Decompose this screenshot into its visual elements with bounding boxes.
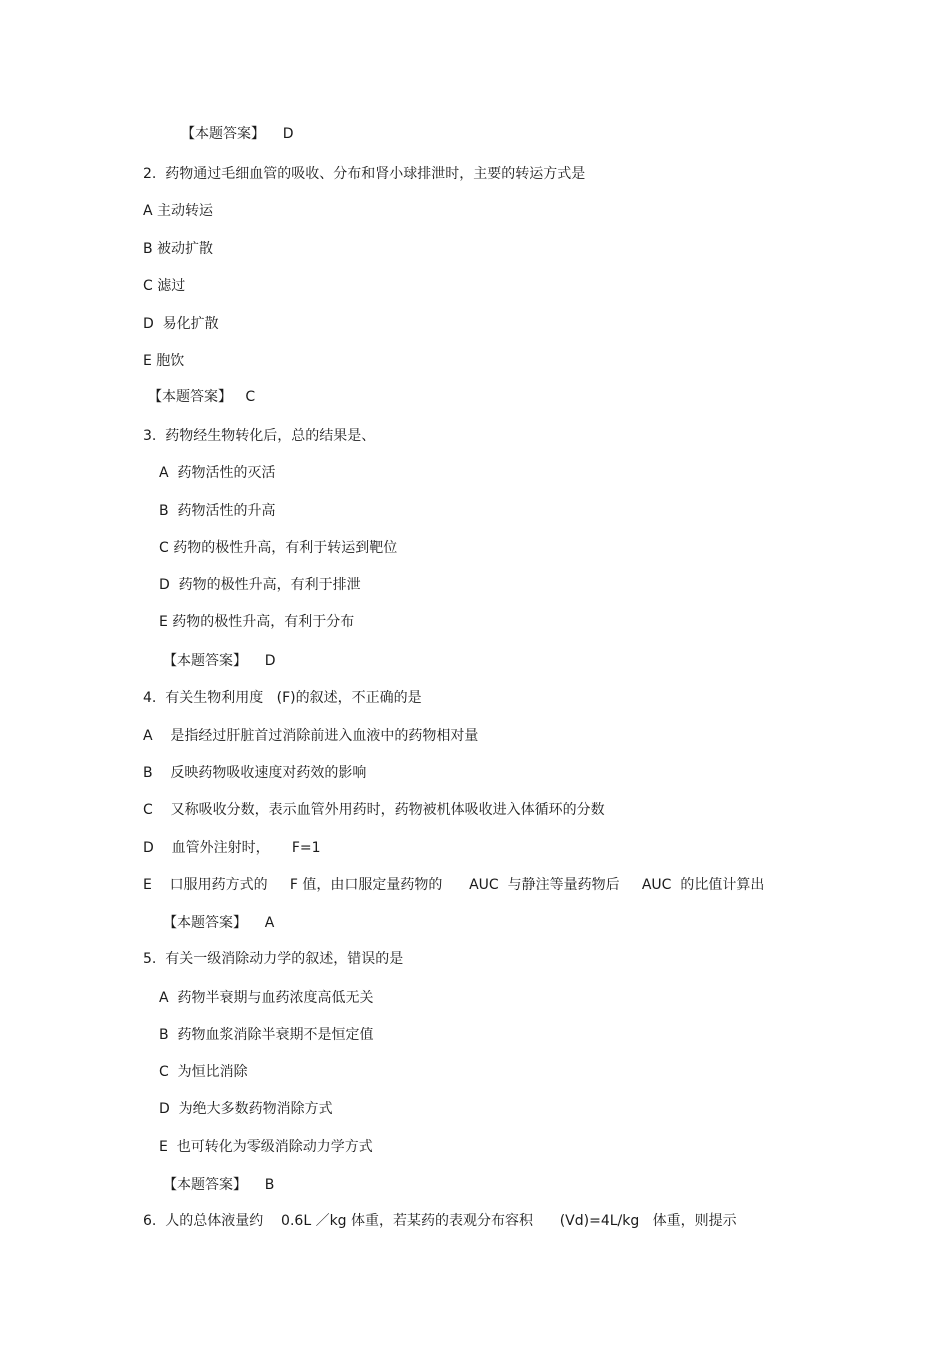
question-5: 5. 有关一级消除动力学的叙述，错误的是	[143, 951, 404, 967]
option-3d: D 药物的极性升高，有利于排泄	[159, 577, 361, 593]
question-4: 4. 有关生物利用度 (F)的叙述，不正确的是	[143, 690, 422, 706]
option-3a: A 药物活性的灭活	[159, 465, 276, 481]
answer-line-q5: 【本题答案】 B	[163, 1177, 275, 1193]
answer-line-q4: 【本题答案】 A	[163, 915, 275, 931]
option-4c: C 又称吸收分数，表示血管外用药时，药物被机体吸收进入体循环的分数	[143, 802, 605, 818]
option-5a: A 药物半衰期与血药浓度高低无关	[159, 990, 374, 1006]
question-2: 2. 药物通过毛细血管的吸收、分布和肾小球排泄时，主要的转运方式是	[143, 166, 586, 182]
option-2c: C 滤过	[143, 278, 186, 294]
option-2e: E 胞饮	[143, 353, 185, 369]
option-2a: A 主动转运	[143, 203, 214, 219]
option-5d: D 为绝大多数药物消除方式	[159, 1101, 333, 1117]
option-3e: E 药物的极性升高，有利于分布	[159, 614, 355, 630]
option-5b: B 药物血浆消除半衰期不是恒定值	[159, 1027, 374, 1043]
option-3c: C 药物的极性升高，有利于转运到靶位	[159, 540, 398, 556]
option-4e: E 口服用药方式的 F 值，由口服定量药物的 AUC 与静注等量药物后 AUC 的比值计算出	[143, 877, 765, 893]
option-3b: B 药物活性的升高	[159, 503, 276, 519]
option-4b: B 反映药物吸收速度对药效的影响	[143, 765, 367, 781]
answer-line-q2: 【本题答案】 C	[148, 389, 256, 405]
option-4d: D 血管外注射时， F=1	[143, 840, 321, 856]
option-5c: C 为恒比消除	[159, 1064, 248, 1080]
answer-line-q3: 【本题答案】 D	[163, 653, 276, 669]
option-2d: D 易化扩散	[143, 316, 219, 332]
answer-line-q1: 【本题答案】 D	[181, 126, 294, 142]
option-2b: B 被动扩散	[143, 241, 214, 257]
option-4a: A 是指经过肝脏首过消除前进入血液中的药物相对量	[143, 728, 479, 744]
option-5e: E 也可转化为零级消除动力学方式	[159, 1139, 373, 1155]
question-6: 6. 人的总体液量约 0.6L ／kg 体重，若某药的表观分布容积 (Vd)=4L/kg 体重，则提示	[143, 1213, 737, 1229]
question-3: 3. 药物经生物转化后，总的结果是、	[143, 428, 376, 444]
